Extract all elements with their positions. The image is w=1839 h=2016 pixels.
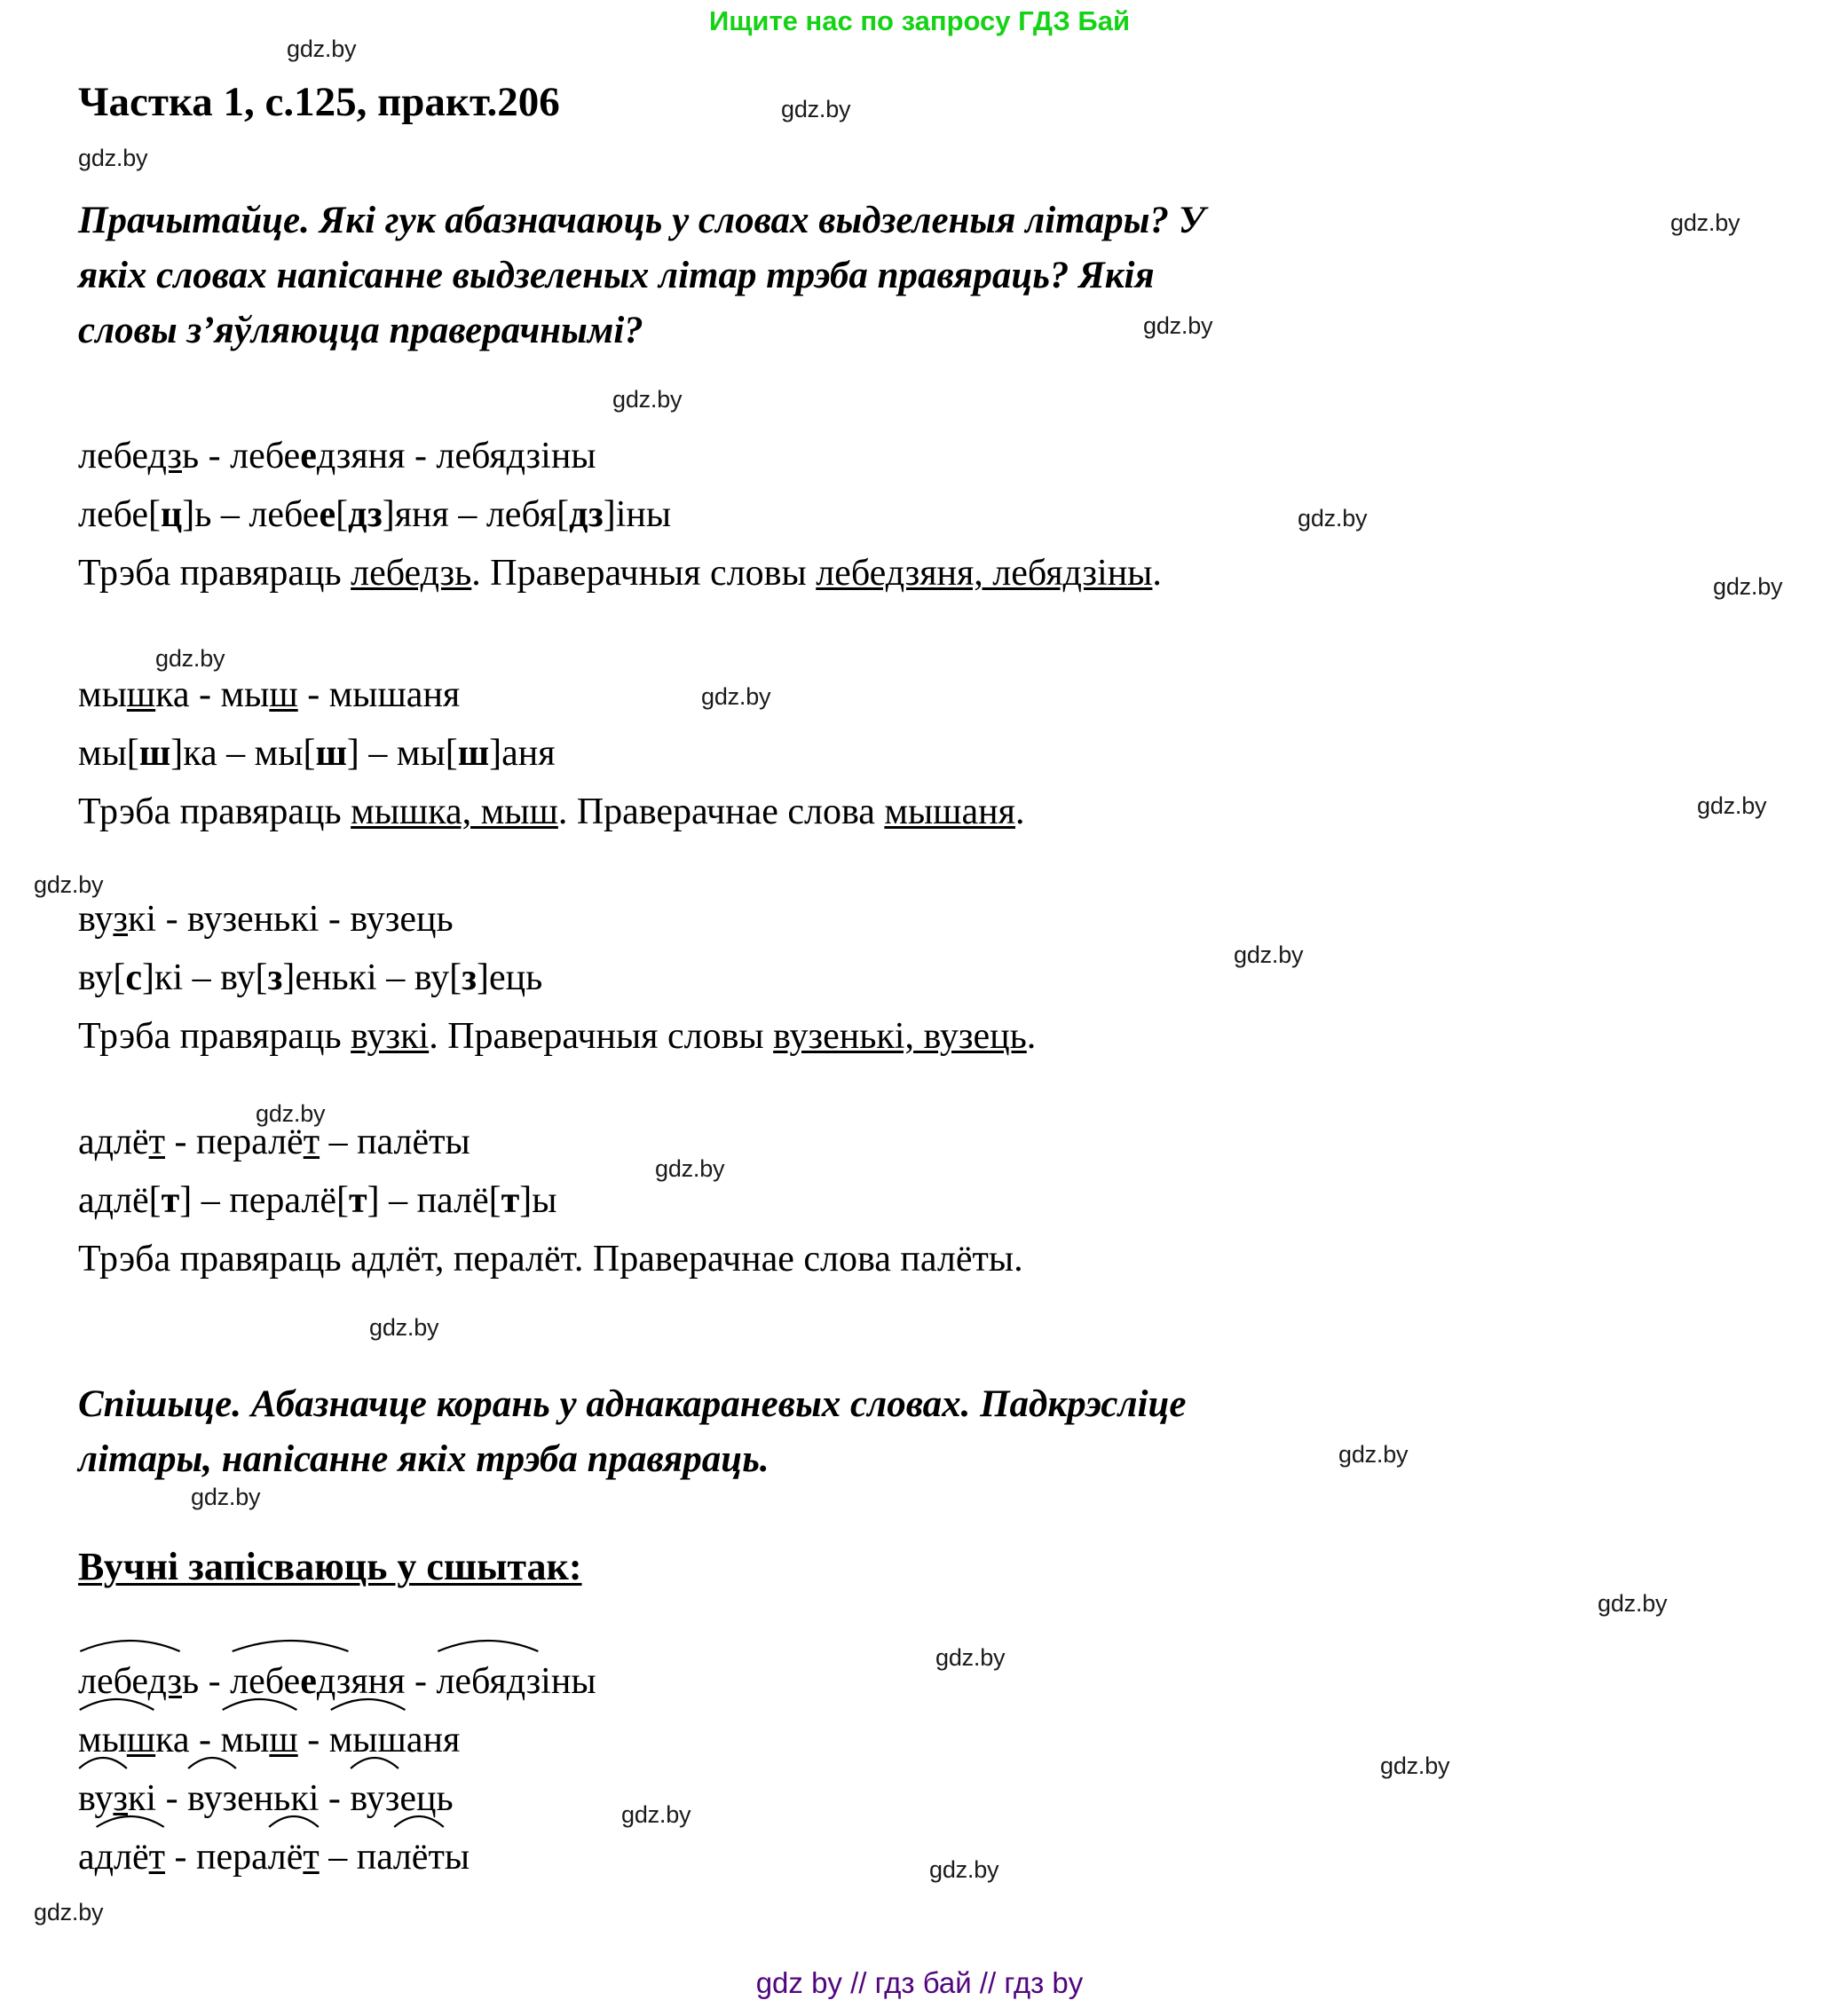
word-block-vuzki [78, 890, 1676, 1066]
word-list-row: мышка - мыш - мышаня [78, 674, 461, 715]
copyout-row: вузкі - вузенькі - вузець [78, 1769, 596, 1828]
answer-mid: . Праверачныя словы [471, 553, 817, 594]
watermark-23: gdz.by [34, 1899, 104, 1925]
task2-line1: Спішыце. Абазначце корань у аднакараневых словах. Падкрэсліце [78, 1383, 1187, 1425]
transcription-row: лебе[ц]ь – лебее[дз]яня – лебя[дз]іны [78, 494, 672, 535]
root-marked-word: лёт [268, 1828, 320, 1886]
copyout-row: лебедзь - лебеедзяня - лебядзіны [78, 1652, 596, 1711]
answer-prefix: Трэба правяраць [78, 791, 351, 832]
root-arc-icon [78, 1634, 182, 1652]
answer-mid: . Праверачныя словы [429, 1016, 774, 1057]
promo-banner: Ищите нас по запросу ГДЗ Бай [708, 5, 1131, 36]
task1-line1: Прачытайце. Які гук абазначаюць у словах выдзеленыя літары? У [78, 200, 1205, 241]
watermark-17: gdz.by [369, 1314, 439, 1341]
watermark-4: gdz.by [1143, 312, 1213, 339]
watermark-14: gdz.by [655, 1155, 725, 1182]
answer-mid: . Праверачнае слова [557, 791, 885, 832]
watermark-22: gdz.by [929, 1856, 999, 1883]
answer-row [78, 783, 1676, 841]
watermark-20: gdz.by [1380, 1752, 1450, 1779]
answer-suffix: . [1026, 1016, 1037, 1057]
copyout-row: мышка - мыш - мышаня [78, 1711, 596, 1769]
watermark-18: gdz.by [1598, 1590, 1668, 1617]
root-arc-icon [230, 1634, 351, 1652]
word-block-adlyot [78, 1113, 1676, 1288]
task-statement-2 [78, 1377, 1627, 1487]
watermark-9: gdz.by [701, 683, 771, 710]
root-marked-word: длёт [95, 1828, 165, 1886]
answer-row [78, 544, 1676, 602]
watermark-16: gdz.by [191, 1484, 261, 1510]
answer-check-words: лебедзяня, лебядзіны [816, 553, 1153, 594]
root-marked-word: вуз [187, 1769, 237, 1828]
watermark-15: gdz.by [1338, 1441, 1409, 1468]
section-heading-notebook: Вучні запісваюць у сшытак: [78, 1545, 582, 1588]
answer-target-word: мышка, мыш [351, 791, 558, 832]
root-marked-word: лёт [393, 1828, 445, 1886]
answer-row [78, 1007, 1676, 1066]
answer-suffix: . [1014, 791, 1025, 832]
task2-line2: літары, напісанне якіх трэба правяраць. [78, 1438, 770, 1480]
watermark-12: gdz.by [1234, 941, 1304, 968]
answer-target-word: вузкі [351, 1016, 430, 1057]
copyout-list [78, 1652, 596, 1886]
watermark-13: gdz.by [256, 1100, 326, 1127]
watermark-19: gdz.by [935, 1644, 1006, 1671]
answer-check-words: мышаня [884, 791, 1015, 832]
word-block-lebedz [78, 427, 1676, 602]
answer-prefix: Трэба правяраць [78, 1016, 351, 1057]
answer-prefix: Трэба правяраць [78, 553, 351, 594]
answer-row: Трэба правяраць адлёт, пералёт. Праверачнае слова палёты. [78, 1239, 1023, 1280]
watermark-7: gdz.by [1713, 573, 1783, 600]
answer-check-words: вузенькі, вузець [773, 1016, 1027, 1057]
word-list-row: адлёт - пералёт – палёты [78, 1122, 470, 1162]
root-marked-word: лебедз [78, 1652, 182, 1711]
watermark-11: gdz.by [34, 871, 104, 898]
watermark-10: gdz.by [1697, 792, 1767, 819]
footer-links: gdz by // гдз бай // гдз by [755, 1966, 1084, 1999]
transcription-row: адлё[т] – пералё[т] – палё[т]ы [78, 1180, 557, 1221]
task1-line3: словы з’яўляюцца праверачнымі? [78, 310, 643, 351]
copyout-row: а длёт - пера лёт – па лёты [78, 1828, 596, 1886]
word-list-row: лебедзь - лебеедзяня - лебядзіны [78, 436, 596, 476]
watermark-5: gdz.by [612, 386, 683, 413]
watermark-0: gdz.by [287, 35, 357, 62]
watermark-3: gdz.by [1670, 209, 1740, 236]
transcription-row: ву[с]кі – ву[з]енькі – ву[з]ець [78, 957, 543, 998]
watermark-6: gdz.by [1298, 505, 1368, 532]
answer-target-word: лебедзь [351, 553, 472, 594]
task-statement-1 [78, 193, 1627, 358]
answer-suffix: . [1152, 553, 1162, 594]
watermark-8: gdz.by [155, 645, 225, 672]
root-marked-word: лебеедз [230, 1652, 351, 1711]
task1-line2: якіх словах напісанне выдзеленых літар трэба правяраць? Якія [78, 255, 1155, 296]
root-marked-word: мыш [329, 1711, 406, 1769]
root-marked-word: мыш [221, 1711, 298, 1769]
root-marked-word: мыш [78, 1711, 155, 1769]
watermark-21: gdz.by [621, 1801, 691, 1828]
watermark-1: gdz.by [781, 96, 851, 122]
root-marked-word: вуз [350, 1769, 399, 1828]
root-marked-word: вуз [78, 1769, 128, 1828]
watermark-2: gdz.by [78, 145, 148, 171]
page-title: Частка 1, с.125, практ.206 [78, 79, 560, 125]
root-marked-word: лебядз [436, 1652, 541, 1711]
transcription-row: мы[ш]ка – мы[ш] – мы[ш]аня [78, 733, 556, 774]
word-block-myshka [78, 665, 1676, 841]
root-arc-icon [436, 1634, 541, 1652]
word-list-row: вузкі - вузенькі - вузець [78, 899, 454, 940]
